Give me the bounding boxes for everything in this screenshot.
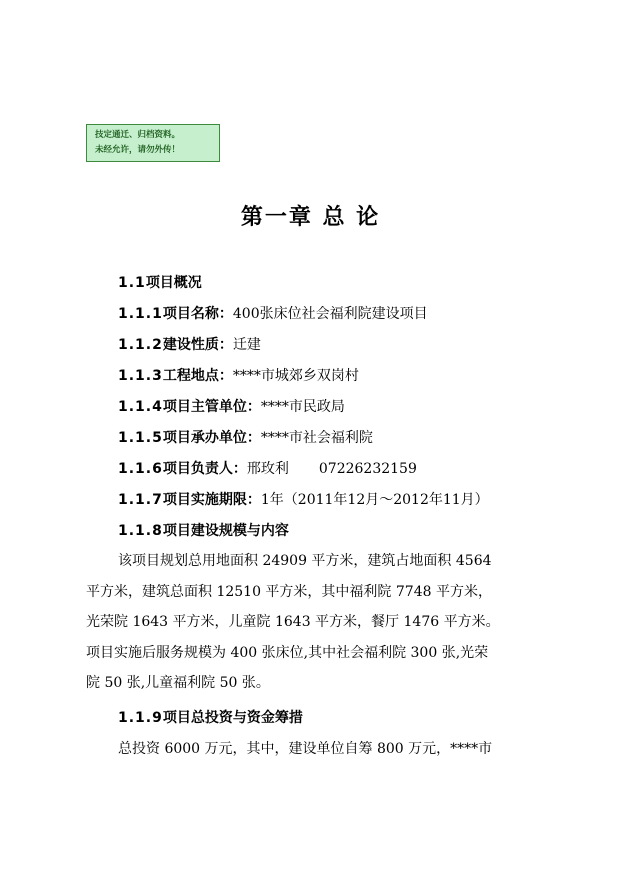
paragraph-line: 项目实施后服务规模为 400 张床位,其中社会福利院 300 张,光荣 [86, 644, 489, 661]
section-label: 项目实施期限： [162, 492, 261, 508]
paragraph-line: 院 50 张,儿童福利院 50 张。 [86, 675, 270, 691]
section-1-1-2 [118, 335, 261, 355]
section-value: ****市民政局 [260, 399, 345, 415]
section-value: 迁建 [232, 337, 261, 353]
section-1-1-1 [118, 304, 428, 324]
section-label: 工程地点： [162, 368, 233, 384]
section-1-1-4 [118, 397, 345, 417]
stamp-line-2: 未经允许，请勿外传！ [95, 145, 181, 155]
section-label: 项目主管单位： [162, 399, 261, 415]
section-1-1-3 [118, 366, 359, 386]
paragraph-line: 总投资 6000 万元，其中，建设单位自筹 800 万元，****市 [118, 741, 493, 757]
section-value: ****市城郊乡双岗村 [232, 368, 359, 384]
section-value: ****市社会福利院 [260, 430, 373, 446]
section-1-1-6 [118, 459, 417, 479]
section-number: 1.1 [118, 275, 146, 291]
section-label: 项目承办单位： [162, 430, 261, 446]
section-label: 项目概况 [145, 275, 202, 291]
section-value: 1年（2011年12月～2012年11月） [260, 492, 489, 508]
paragraph-line: 光荣院 1643 平方米，儿童院 1643 平方米，餐厅 1476 平方米。 [86, 614, 500, 630]
section-number: 1.1.2 [118, 337, 163, 353]
section-number: 1.1.7 [118, 492, 163, 508]
section-number: 1.1.9 [118, 710, 163, 726]
section-number: 1.1.3 [118, 368, 163, 384]
section-number: 1.1.6 [118, 461, 163, 477]
section-label: 项目负责人： [162, 461, 247, 477]
paragraph-investment [86, 734, 526, 765]
section-label: 项目建设规模与内容 [162, 523, 289, 539]
paragraph-line: 该项目规划总用地面积 24909 平方米，建筑占地面积 4564 [118, 553, 492, 569]
section-number: 1.1.8 [118, 523, 163, 539]
stamp-line-1: 技定通迁、归档资料。 [95, 130, 181, 140]
phone-number: 07226232159 [318, 461, 417, 477]
section-value: 邢玫利 [246, 461, 289, 477]
section-label: 项目名称： [162, 306, 233, 322]
section-number: 1.1.1 [118, 306, 163, 322]
section-heading-1-1-9 [118, 708, 303, 728]
section-label: 建设性质： [162, 337, 233, 353]
section-heading-1-1-8 [118, 521, 289, 541]
section-number: 1.1.5 [118, 430, 163, 446]
section-heading-1-1 [118, 273, 202, 293]
section-1-1-7 [118, 490, 489, 510]
section-1-1-5 [118, 428, 373, 448]
section-label: 项目总投资与资金筹措 [162, 710, 303, 726]
section-value: 400张床位社会福利院建设项目 [232, 306, 428, 322]
chapter-title: 第一章 总 论 [240, 205, 381, 230]
watermark-stamp [86, 124, 220, 162]
paragraph-line: 平方米，建筑总面积 12510 平方米，其中福利院 7748 平方米， [86, 583, 492, 600]
paragraph-scale-content [86, 546, 526, 699]
section-number: 1.1.4 [118, 399, 163, 415]
